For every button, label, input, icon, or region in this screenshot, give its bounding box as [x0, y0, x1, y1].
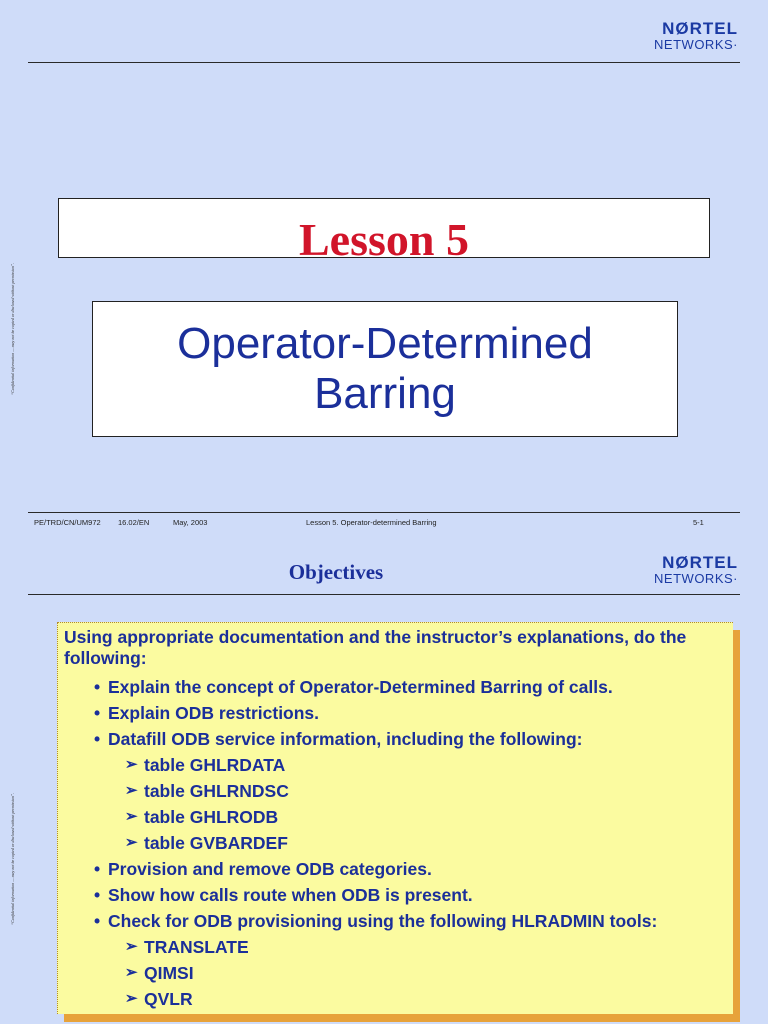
arrow-bullet-icon: ➢ [125, 756, 138, 773]
footer-version: 16.02/EN [118, 518, 150, 527]
arrow-bullet-icon: ➢ [125, 938, 138, 955]
list-item-text: Datafill ODB service information, including the following: [108, 729, 583, 749]
nortel-logo [654, 20, 738, 51]
topic-line2: Barring [314, 369, 456, 418]
logo-line1: NØRTEL [662, 19, 738, 38]
list-item [64, 830, 725, 856]
objectives-slide [0, 540, 768, 1024]
lesson-box [58, 198, 710, 265]
list-item-text: table GHLRODB [144, 807, 279, 827]
list-item [64, 986, 725, 1012]
lesson-title: Lesson 5 [299, 213, 469, 265]
topic-title [177, 319, 593, 419]
footer-lesson: Lesson 5. Operator-determined Barring [306, 518, 437, 527]
footer-page: 5-1 [693, 518, 704, 527]
list-item [64, 960, 725, 986]
arrow-bullet-icon: ➢ [125, 964, 138, 981]
list-item [64, 674, 725, 700]
list-item-text: table GVBARDEF [144, 833, 288, 853]
logo-line1: NØRTEL [662, 553, 738, 572]
list-item [64, 752, 725, 778]
arrow-bullet-icon: ➢ [125, 782, 138, 799]
bullet-icon: • [94, 911, 101, 931]
header-rule [28, 594, 740, 595]
arrow-bullet-icon: ➢ [125, 808, 138, 825]
logo-line2: NETWORKS· [654, 37, 738, 52]
bullet-icon: • [94, 729, 101, 749]
confidential-note: “Confidential information — may not be copied or disclosed without permission”. [10, 792, 15, 925]
topic-line1: Operator-Determined [177, 319, 593, 368]
arrow-bullet-icon: ➢ [125, 834, 138, 851]
list-item-text: Explain the concept of Operator-Determined Barring of calls. [108, 677, 613, 697]
list-item [64, 778, 725, 804]
list-item-text: table GHLRNDSC [144, 781, 289, 801]
list-item-text: QVLR [144, 989, 193, 1009]
list-item-text: QIMSI [144, 963, 194, 983]
slide-title: Objectives [288, 560, 384, 584]
list-item [64, 804, 725, 830]
arrow-bullet-icon: ➢ [125, 990, 138, 1007]
list-item [64, 700, 725, 726]
topic-box [92, 301, 678, 437]
list-item [64, 934, 725, 960]
list-item-text: Explain ODB restrictions. [108, 703, 320, 723]
footer-date: May, 2003 [173, 518, 208, 527]
footer-code: PE/TRD/CN/UM972 [34, 518, 101, 527]
list-item-text: Provision and remove ODB categories. [108, 859, 432, 879]
list-item [64, 726, 725, 752]
list-item [64, 882, 725, 908]
list-item-text: Check for ODB provisioning using the following HLRADMIN tools: [108, 911, 658, 931]
objectives-list [64, 674, 725, 1012]
bullet-icon: • [94, 703, 101, 723]
header-rule [28, 62, 740, 63]
objectives-box [57, 622, 733, 1014]
nortel-logo [654, 554, 738, 585]
objectives-intro: Using appropriate documentation and the instructor’s explanations, do the following: [64, 627, 687, 668]
list-item [64, 908, 725, 934]
list-item [64, 856, 725, 882]
footer-rule [28, 512, 740, 513]
bullet-icon: • [94, 677, 101, 697]
list-item-text: Show how calls route when ODB is present. [108, 885, 473, 905]
bullet-icon: • [94, 885, 101, 905]
list-item-text: table GHLRDATA [144, 755, 286, 775]
list-item-text: TRANSLATE [144, 937, 249, 957]
bullet-icon: • [94, 859, 101, 879]
logo-line2: NETWORKS· [654, 571, 738, 586]
confidential-note: “Confidential information — may not be copied or disclosed without permission”. [10, 262, 15, 395]
